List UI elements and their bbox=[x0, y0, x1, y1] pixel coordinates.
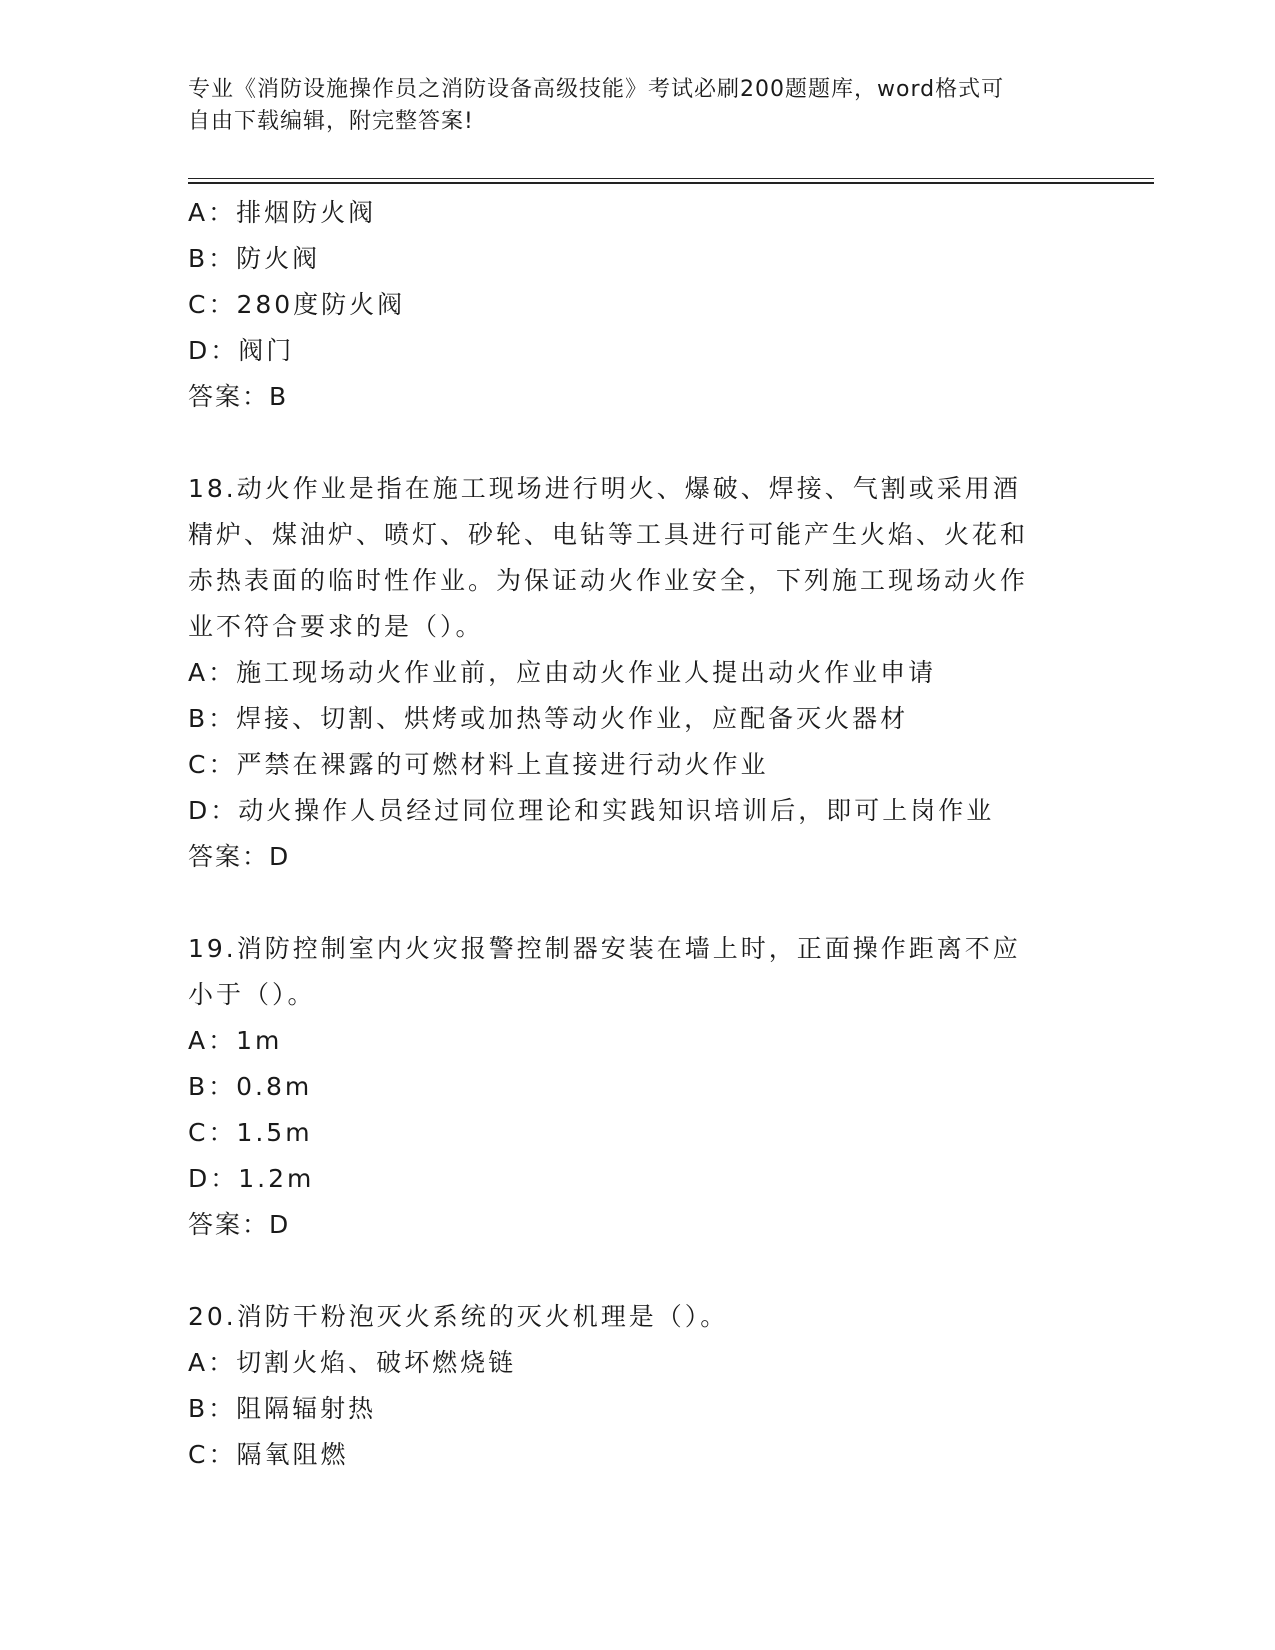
option-a: A：排烟防火阀 bbox=[188, 198, 377, 227]
option-b: B：焊接、切割、烘烤或加热等动火作业，应配备灭火器材 bbox=[188, 704, 909, 733]
answer: 答案：D bbox=[188, 1210, 291, 1239]
header-line-1: 专业《消防设施操作员之消防设备高级技能》考试必刷200题题库，word格式可 bbox=[188, 77, 1005, 102]
question-20 bbox=[188, 1294, 1108, 1478]
question-18 bbox=[188, 466, 1108, 880]
option-b: B：防火阀 bbox=[188, 244, 321, 273]
question-content bbox=[188, 190, 1108, 1478]
header-line-2: 自由下载编辑，附完整答案! bbox=[188, 109, 474, 134]
option-a: A：切割火焰、破坏燃烧链 bbox=[188, 1348, 517, 1377]
option-c: C：1.5m bbox=[188, 1118, 313, 1147]
answer: 答案：D bbox=[188, 842, 291, 871]
document-header bbox=[188, 74, 1088, 138]
header-rule-thin bbox=[188, 178, 1154, 179]
spacer bbox=[188, 1248, 1108, 1294]
question-stem: 18.动火作业是指在施工现场进行明火、爆破、焊接、气割或采用酒精炉、煤油炉、喷灯、砂轮、电钻等工具进行可能产生火焰、火花和赤热表面的临时性作业。为保证动火作业安全，下列施工现场动火作业不符合要求的是（）。 bbox=[188, 474, 1029, 641]
option-d: D：阀门 bbox=[188, 336, 295, 365]
option-a: A：1m bbox=[188, 1026, 283, 1055]
option-b: B：0.8m bbox=[188, 1072, 313, 1101]
question-stem: 20.消防干粉泡灭火系统的灭火机理是（）。 bbox=[188, 1302, 729, 1331]
header-rule-thick bbox=[188, 182, 1154, 184]
option-c: C：280度防火阀 bbox=[188, 290, 406, 319]
option-c: C：隔氧阻燃 bbox=[188, 1440, 349, 1469]
question-17 bbox=[188, 190, 1108, 420]
option-c: C：严禁在裸露的可燃材料上直接进行动火作业 bbox=[188, 750, 769, 779]
option-d: D：1.2m bbox=[188, 1164, 315, 1193]
option-d: D：动火操作人员经过同位理论和实践知识培训后，即可上岗作业 bbox=[188, 796, 995, 825]
spacer bbox=[188, 420, 1108, 466]
question-19 bbox=[188, 926, 1108, 1248]
answer: 答案：B bbox=[188, 382, 289, 411]
option-b: B：阻隔辐射热 bbox=[188, 1394, 377, 1423]
option-a: A：施工现场动火作业前，应由动火作业人提出动火作业申请 bbox=[188, 658, 937, 687]
spacer bbox=[188, 880, 1108, 926]
question-stem: 19.消防控制室内火灾报警控制器安装在墙上时，正面操作距离不应小于（）。 bbox=[188, 934, 1021, 1009]
